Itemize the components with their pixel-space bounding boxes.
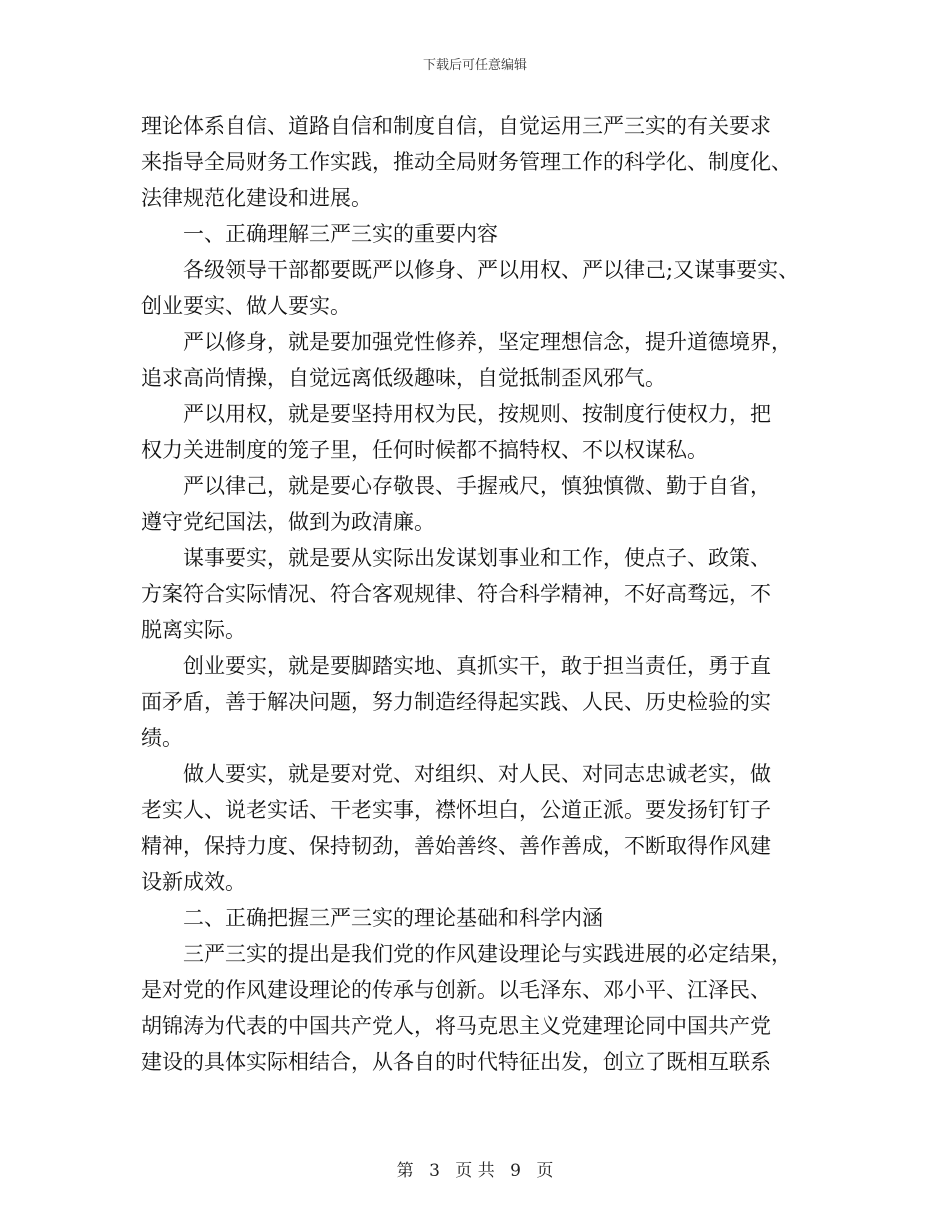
document-body <box>141 108 811 1080</box>
body-line: 严以用权，就是要坚持用权为民，按规则、按制度行使权力，把 <box>183 402 771 426</box>
body-line: 谋事要实，就是要从实际出发谋划事业和工作，使点子、政策、 <box>183 546 771 570</box>
page-footer <box>0 1156 950 1181</box>
body-line: 建设的具体实际相结合，从各自的时代特征出发，创立了既相互联系 <box>141 1050 771 1074</box>
body-line: 方案符合实际情况、符合客观规律、符合科学精神，不好高骛远，不 <box>141 582 771 606</box>
body-line: 一、正确理解三严三实的重要内容 <box>183 222 498 246</box>
body-line: 精神，保持力度、保持韧劲，善始善终、善作善成，不断取得作风建 <box>141 834 771 858</box>
body-line: 各级领导干部都要既严以修身、严以用权、严以律己;又谋事要实、 <box>183 258 800 282</box>
body-line: 权力关进制度的笼子里，任何时候都不搞特权、不以权谋私。 <box>141 438 708 462</box>
body-line: 是对党的作风建设理论的传承与创新。以毛泽东、邓小平、江泽民、 <box>141 978 771 1002</box>
body-line: 严以律己，就是要心存敬畏、手握戒尺，慎独慎微、勤于自省， <box>183 474 771 498</box>
body-line: 脱离实际。 <box>141 618 246 642</box>
body-line: 绩。 <box>141 726 183 750</box>
footer-mid: 页 共 <box>455 1161 495 1181</box>
body-line: 法律规范化建设和进展。 <box>141 186 372 210</box>
footer-suffix: 页 <box>536 1161 554 1181</box>
body-line: 理论体系自信、道路自信和制度自信，自觉运用三严三实的有关要求 <box>141 114 771 138</box>
body-line: 胡锦涛为代表的中国共产党人，将马克思主义党建理论同中国共产党 <box>141 1014 771 1038</box>
body-line: 创业要实、做人要实。 <box>141 294 351 318</box>
body-line: 遵守党纪国法，做到为政清廉。 <box>141 510 435 534</box>
body-line: 三严三实的提出是我们党的作风建设理论与实践进展的必定结果， <box>183 942 792 966</box>
body-line: 设新成效。 <box>141 870 246 894</box>
body-line: 追求高尚情操，自觉远离低级趣味，自觉抵制歪风邪气。 <box>141 366 666 390</box>
header-text: 下载后可任意编辑 <box>422 58 527 73</box>
footer-total-pages: 9 <box>510 1161 521 1181</box>
footer-page-number: 3 <box>429 1161 440 1181</box>
page-header <box>0 54 950 73</box>
body-line: 来指导全局财务工作实践，推动全局财务管理工作的科学化、制度化、 <box>141 150 792 174</box>
body-line: 严以修身，就是要加强党性修养，坚定理想信念，提升道德境界， <box>183 330 792 354</box>
body-line: 老实人、说老实话、干老实事，襟怀坦白，公道正派。要发扬钉钉子 <box>141 798 771 822</box>
body-line: 做人要实，就是要对党、对组织、对人民、对同志忠诚老实，做 <box>183 762 771 786</box>
body-line: 面矛盾，善于解决问题，努力制造经得起实践、人民、历史检验的实 <box>141 690 771 714</box>
body-line: 创业要实，就是要脚踏实地、真抓实干，敢于担当责任，勇于直 <box>183 654 771 678</box>
footer-prefix: 第 <box>396 1161 414 1181</box>
body-line: 二、正确把握三严三实的理论基础和科学内涵 <box>183 906 603 930</box>
